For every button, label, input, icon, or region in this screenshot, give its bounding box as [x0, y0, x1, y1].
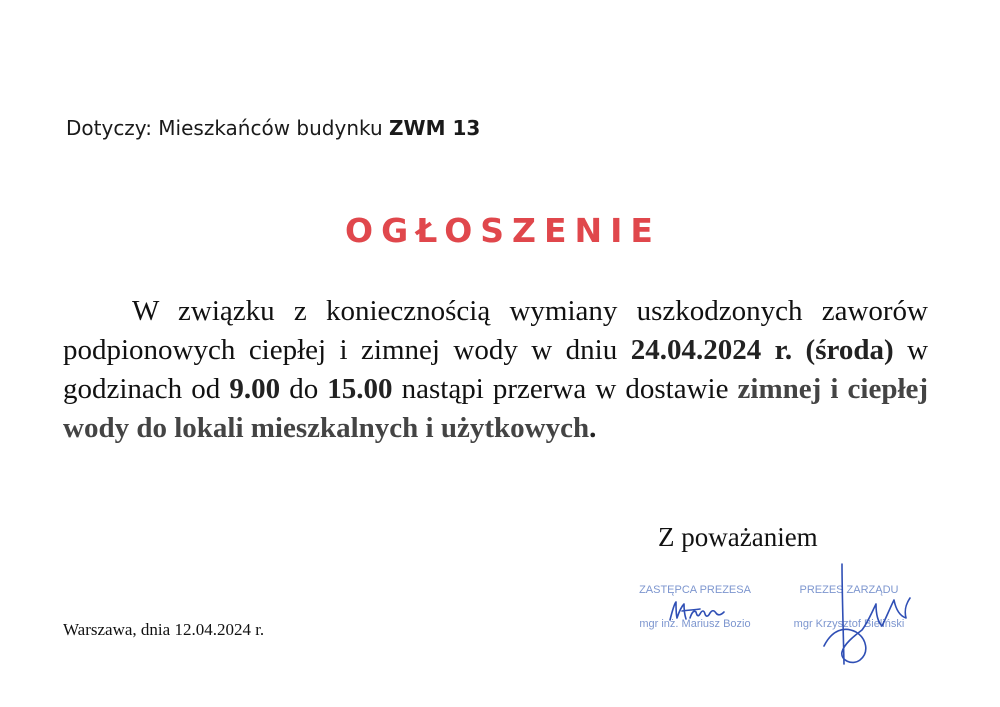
notice-text-3: do: [289, 373, 319, 405]
building-name: ZWM 13: [389, 116, 481, 140]
outage-time-from: 9.00: [229, 373, 281, 405]
notice-end: .: [589, 412, 597, 444]
notice-body: [63, 292, 928, 448]
stamp-president: [786, 584, 912, 630]
outage-date: 24.04.2024 r. (środa): [630, 334, 894, 366]
stamp-name: mgr inż. Mariusz Bozio: [639, 618, 751, 630]
notice-text-1: W związku z koniecznością wymiany uszkodzonych zaworów podpionowych ciepłej i zimnej wody w dniu: [63, 295, 928, 366]
notice-text-2: w godzinach od: [63, 334, 929, 405]
place-and-date: Warszawa, dnia 12.04.2024 r.: [63, 620, 265, 639]
closing-greeting: Z poważaniem: [658, 522, 818, 552]
subject-line: [66, 116, 480, 140]
outage-time-to: 15.00: [327, 373, 393, 405]
subject-prefix: Dotyczy: Mieszkańców budynku: [66, 116, 383, 140]
outage-scope: zimnej i ciepłej wody do lokali mieszkalnych i użytkowych: [63, 373, 929, 444]
page-title: OGŁOSZENIE: [345, 211, 661, 250]
stamp-deputy-president: [630, 584, 760, 630]
stamp-role: PREZES ZARZĄDU: [799, 584, 899, 596]
stamp-name: mgr Krzysztof Bieliński: [793, 618, 905, 630]
notice-text-4: nastąpi przerwa w dostawie: [401, 373, 729, 405]
stamp-role: ZASTĘPCA PREZESA: [639, 584, 751, 596]
